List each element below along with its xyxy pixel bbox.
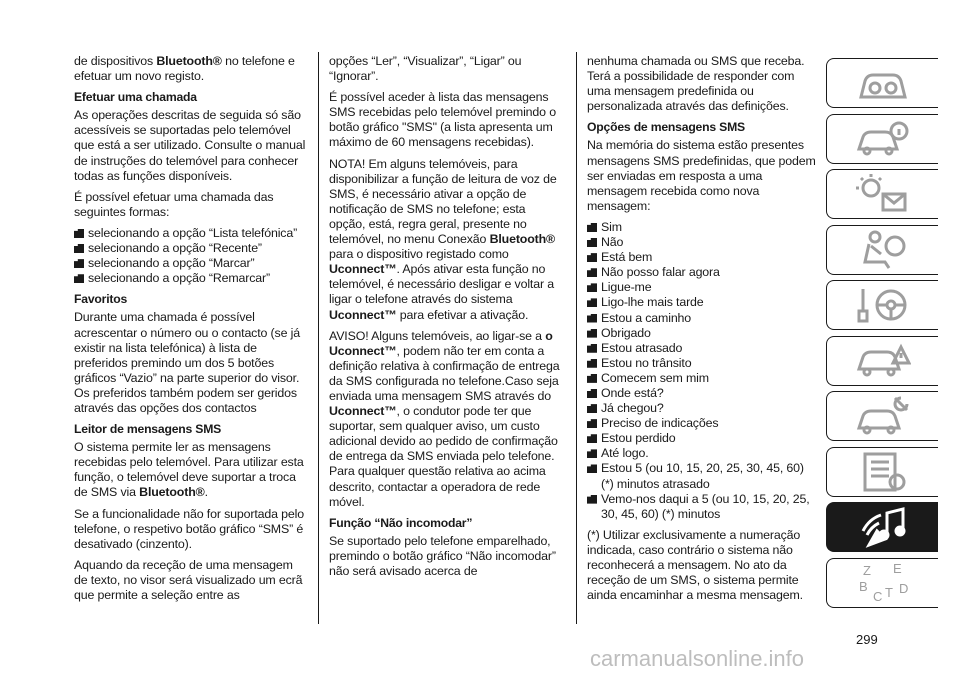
steering-wheel-icon [855,283,911,327]
paragraph: Durante uma chamada é possível acrescentar o número ou o contacto (se já existir na lista telefónica) à lista de preferidos premindo um dos 5 botões gráficos “Vazio” na parte superior do visor. Os preferidos também podem ser geridos através das opções dos contactos [74,310,300,415]
section-heading: Leitor de mensagens SMS [74,422,222,437]
list-item: Sim [587,220,819,235]
list-item: Ligue-me [587,280,819,295]
paragraph: de dispositivos Bluetooth® no telefone e efetuar um novo registo. [74,54,295,84]
car-maintenance-icon [855,394,911,438]
tab-technical-data[interactable] [826,447,938,497]
tab-multimedia[interactable] [826,502,938,552]
list-item: Já chegou? [587,401,819,416]
list-item: Estou a caminho [587,311,819,326]
index-letter: D [898,580,908,596]
list-item: Vemo-nos daqui a 5 (ou 10, 15, 20, 25, 30, 45, 60) (*) minutos [587,492,819,522]
paragraph: Se suportado pelo telefone emparelhado, premindo o botão gráfico “Não incomodar” não será avisado acerca de [329,533,556,578]
paragraph: Aquando da receção de uma mensagem de texto, no visor será visualizado um ecrã que permite a seleção entre as [74,557,303,602]
airbag-seat-icon [855,228,911,272]
paragraph: É possível aceder à lista das mensagens SMS recebidas pelo telemóvel premindo o botão gráfico "SMS" (a lista apresenta um máximo de 60 mensagens recebidas). [329,90,556,150]
paragraph: O sistema permite ler as mensagens recebidas pelo telemóvel. Para utilizar esta função, o telemóvel deve suportar a troca de SMS via Bluetooth®. [74,440,304,500]
paragraph: NOTA! Em alguns telemóveis, para disponibilizar a função de leitura de voz de SMS, é necessário ativar a opção de notificação de SMS no telefone; esta opção, está, regra geral, presente no telemóvel, no menu Conexão Bluetooth® para o dispositivo registado como Uconnect™. Após ativar esta função no telemóvel, é necessário desligar e voltar a ligar o telefone através do sistema Uconnect™ para efetivar a ativação. [329,156,557,322]
paragraph: Na memória do sistema estão presentes mensagens SMS predefinidas, que podem ser enviadas em resposta a uma mensagem recebida como nova mensagem: [587,138,816,213]
list-item: Comecem sem mim [587,371,819,386]
list-item: Estou atrasado [587,341,819,356]
section-heading: Efetuar uma chamada [74,90,197,105]
car-breakdown-icon [855,339,911,383]
paragraph: AVISO! Alguns telemóveis, ao ligar-se a o Uconnect™, podem não ter em conta a definição relativa à confirmação de entrega da SMS configurada no telefone.Caso seja enviada uma mensagem SMS através do Uconnect™, o condutor pode ter que suportar, sem qualquer aviso, um custo adicional devido ao pedido de confirmação de entrega da SMS enviada pelo telefone. Para qualquer questão relativa ao acima descrito, contactar a operadora de rede móvel. [329,328,560,509]
call-options-list [74,226,306,286]
tab-index[interactable] [826,558,938,608]
paragraph: opções “Ler”, “Visualizar”, “Ligar” ou “Ignorar”. [329,54,522,84]
list-item: Não [587,235,819,250]
section-heading: Função “Não incomodar” [329,515,473,530]
predefined-sms-list [587,220,819,522]
tab-dashboard[interactable] [826,58,938,108]
list-item: Estou perdido [587,431,819,446]
tab-warning-lights[interactable] [826,169,938,219]
list-item: selecionando a opção “Recente” [74,241,306,256]
list-item: Obrigado [587,326,819,341]
section-heading: Favoritos [74,292,128,307]
index-letter: E [892,560,902,576]
multimedia-icon [855,505,911,549]
index-letter: Z [862,562,871,578]
alphabetical-index-icon [855,561,911,605]
car-info-icon [855,117,911,161]
column-1 [74,54,306,609]
chapter-tabs [826,58,946,613]
column-divider [576,52,577,624]
tab-emergency[interactable] [826,336,938,386]
list-item: Preciso de indicações [587,416,819,431]
list-item: selecionando a opção “Marcar” [74,256,306,271]
column-divider [318,52,319,624]
technical-data-icon [855,450,911,494]
paragraph: As operações descritas de seguida só são acessíveis se suportadas pelo telemóvel que está a ser utilizado. Consulte o manual de instruções do telemóvel para conhecer todas as funções disponíveis. [74,108,306,183]
index-letter: C [872,588,882,604]
car-dashboard-icon [855,61,911,105]
tab-maintenance[interactable] [826,391,938,441]
paragraph: É possível efetuar uma chamada das seguintes formas: [74,189,274,219]
paragraph: Se a funcionalidade não for suportada pelo telefone, o respetivo botão gráfico “SMS” é desativado (cinzento). [74,506,304,551]
index-letter: T [884,584,893,600]
paragraph: (*) Utilizar exclusivamente a numeração indicada, caso contrário o sistema não reconhecerá a mensagem. No ato da receção de um SMS, o sistema permite ainda encaminhar a mesma mensagem. [587,527,803,603]
tab-driving[interactable] [826,280,938,330]
tab-safety[interactable] [826,225,938,275]
list-item: Ligo-lhe mais tarde [587,295,819,310]
paragraph: nenhuma chamada ou SMS que receba. Terá a possibilidade de responder com uma mensagem predefinida ou personalizada através das definições. [587,54,805,114]
page-number: 299 [856,632,878,647]
list-item: Está bem [587,250,819,265]
list-item: Onde está? [587,386,819,401]
list-item: Até logo. [587,446,819,461]
column-2 [329,54,561,585]
tab-vehicle-info[interactable] [826,114,938,164]
list-item: Estou 5 (ou 10, 15, 20, 25, 30, 45, 60) (*) minutos atrasado [587,461,819,491]
watermark-footer: carmanualsonline.info [590,646,805,671]
index-letter: B [858,578,868,594]
light-warning-icon [855,172,911,216]
list-item: selecionando a opção “Remarcar” [74,271,306,286]
list-item: selecionando a opção “Lista telefónica” [74,226,306,241]
section-heading: Opções de mensagens SMS [587,120,745,135]
list-item: Estou no trânsito [587,356,819,371]
column-3 [587,54,819,609]
list-item: Não posso falar agora [587,265,819,280]
